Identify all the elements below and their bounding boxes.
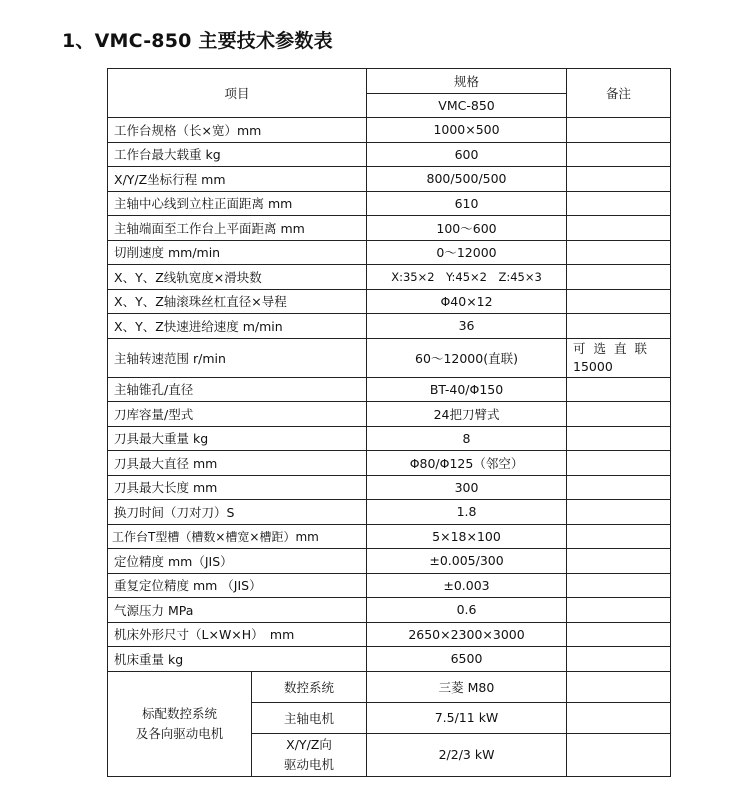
table-row xyxy=(108,647,671,672)
system-item-label-line: X/Y/Z向 xyxy=(286,736,332,752)
system-item-remark xyxy=(567,671,671,702)
row-value: X:35×2 Y:45×2 Z:45×3 xyxy=(367,265,567,290)
row-value: 8 xyxy=(367,426,567,451)
row-remark xyxy=(567,549,671,574)
table-row xyxy=(108,289,671,314)
table-row xyxy=(108,402,671,427)
row-value: 0～12000 xyxy=(367,240,567,265)
header-row xyxy=(108,69,671,94)
table-row xyxy=(108,622,671,647)
header-spec: 规格 xyxy=(367,69,567,94)
row-value: 800/500/500 xyxy=(367,167,567,192)
table-row xyxy=(108,598,671,623)
row-remark xyxy=(567,647,671,672)
row-remark xyxy=(567,573,671,598)
table-row xyxy=(108,451,671,476)
row-value: 1000×500 xyxy=(367,118,567,143)
row-remark xyxy=(567,426,671,451)
row-value: 300 xyxy=(367,475,567,500)
remark-line: 15000 xyxy=(573,358,613,374)
system-item-remark xyxy=(567,733,671,776)
system-item-label-line: 驱动电机 xyxy=(284,756,335,772)
row-item: 主轴锥孔/直径 xyxy=(108,377,367,402)
system-item-label: 数控系统 xyxy=(252,671,367,702)
row-value: 5×18×100 xyxy=(367,524,567,549)
row-remark xyxy=(567,191,671,216)
table-row xyxy=(108,573,671,598)
system-item-label: 主轴电机 xyxy=(252,702,367,733)
row-item: 定位精度 mm（JIS） xyxy=(108,549,367,574)
row-item: 机床外形尺寸（L×W×H） mm xyxy=(108,622,367,647)
row-value: 60～12000(直联) xyxy=(367,338,567,377)
table-row xyxy=(108,475,671,500)
row-value: Φ40×12 xyxy=(367,289,567,314)
system-item-remark xyxy=(567,702,671,733)
table-row xyxy=(108,191,671,216)
row-item: 重复定位精度 mm （JIS） xyxy=(108,573,367,598)
row-remark xyxy=(567,338,671,377)
row-item: 工作台最大载重 kg xyxy=(108,142,367,167)
table-row xyxy=(108,549,671,574)
table-row xyxy=(108,265,671,290)
system-item-label xyxy=(252,733,367,776)
header-item: 项目 xyxy=(108,69,367,118)
row-value: ±0.005/300 xyxy=(367,549,567,574)
system-item-value: 三菱 M80 xyxy=(367,671,567,702)
spec-table xyxy=(107,68,671,777)
system-item-value: 2/2/3 kW xyxy=(367,733,567,776)
row-remark xyxy=(567,500,671,525)
header-model: VMC-850 xyxy=(367,93,567,118)
row-value: ±0.003 xyxy=(367,573,567,598)
row-item: 刀具最大直径 mm xyxy=(108,451,367,476)
table-row xyxy=(108,338,671,377)
table-row xyxy=(108,524,671,549)
row-item: 主轴中心线到立柱正面距离 mm xyxy=(108,191,367,216)
row-remark xyxy=(567,118,671,143)
row-remark xyxy=(567,451,671,476)
row-remark xyxy=(567,475,671,500)
table-row xyxy=(108,240,671,265)
row-remark xyxy=(567,377,671,402)
row-remark xyxy=(567,142,671,167)
row-value: 36 xyxy=(367,314,567,339)
row-item: X、Y、Z轴滚珠丝杠直径×导程 xyxy=(108,289,367,314)
row-value: 24把刀臂式 xyxy=(367,402,567,427)
row-remark xyxy=(567,265,671,290)
row-remark xyxy=(567,524,671,549)
remark-line: 可选直联 xyxy=(573,340,656,356)
page-title: 1、VMC-850 主要技术参数表 xyxy=(62,30,333,52)
system-row xyxy=(108,671,671,702)
row-item: 主轴转速范围 r/min xyxy=(108,338,367,377)
row-item: 换刀时间（刀对刀）S xyxy=(108,500,367,525)
row-item: X/Y/Z坐标行程 mm xyxy=(108,167,367,192)
row-remark xyxy=(567,598,671,623)
row-item: X、Y、Z快速进给速度 m/min xyxy=(108,314,367,339)
row-remark xyxy=(567,167,671,192)
row-remark xyxy=(567,289,671,314)
row-item: 切削速度 mm/min xyxy=(108,240,367,265)
system-group-label xyxy=(108,671,252,776)
row-remark xyxy=(567,622,671,647)
row-value: 6500 xyxy=(367,647,567,672)
row-remark xyxy=(567,216,671,241)
row-item: 工作台规格（长×宽）mm xyxy=(108,118,367,143)
row-item: 刀具最大长度 mm xyxy=(108,475,367,500)
table-row xyxy=(108,118,671,143)
table-row xyxy=(108,377,671,402)
row-item: 刀库容量/型式 xyxy=(108,402,367,427)
system-item-value: 7.5/11 kW xyxy=(367,702,567,733)
system-group-line: 及各向驱动电机 xyxy=(135,725,224,741)
table-row xyxy=(108,426,671,451)
row-value: 610 xyxy=(367,191,567,216)
system-group-line: 标配数控系统 xyxy=(141,705,217,721)
row-value: BT-40/Φ150 xyxy=(367,377,567,402)
row-item: 刀具最大重量 kg xyxy=(108,426,367,451)
row-value: 0.6 xyxy=(367,598,567,623)
row-remark xyxy=(567,240,671,265)
row-item: 工作台T型槽（槽数×槽宽×槽距）mm xyxy=(108,524,367,549)
row-item: 机床重量 kg xyxy=(108,647,367,672)
table-row xyxy=(108,500,671,525)
row-value: 2650×2300×3000 xyxy=(367,622,567,647)
header-remark: 备注 xyxy=(567,69,671,118)
table-row xyxy=(108,314,671,339)
row-item: 主轴端面至工作台上平面距离 mm xyxy=(108,216,367,241)
table-row xyxy=(108,142,671,167)
row-value: 600 xyxy=(367,142,567,167)
row-item: 气源压力 MPa xyxy=(108,598,367,623)
row-item: X、Y、Z线轨宽度×滑块数 xyxy=(108,265,367,290)
row-remark xyxy=(567,314,671,339)
row-value: 1.8 xyxy=(367,500,567,525)
table-row xyxy=(108,216,671,241)
table-row xyxy=(108,167,671,192)
row-value: 100～600 xyxy=(367,216,567,241)
row-remark xyxy=(567,402,671,427)
row-value: Φ80/Φ125（邻空） xyxy=(367,451,567,476)
